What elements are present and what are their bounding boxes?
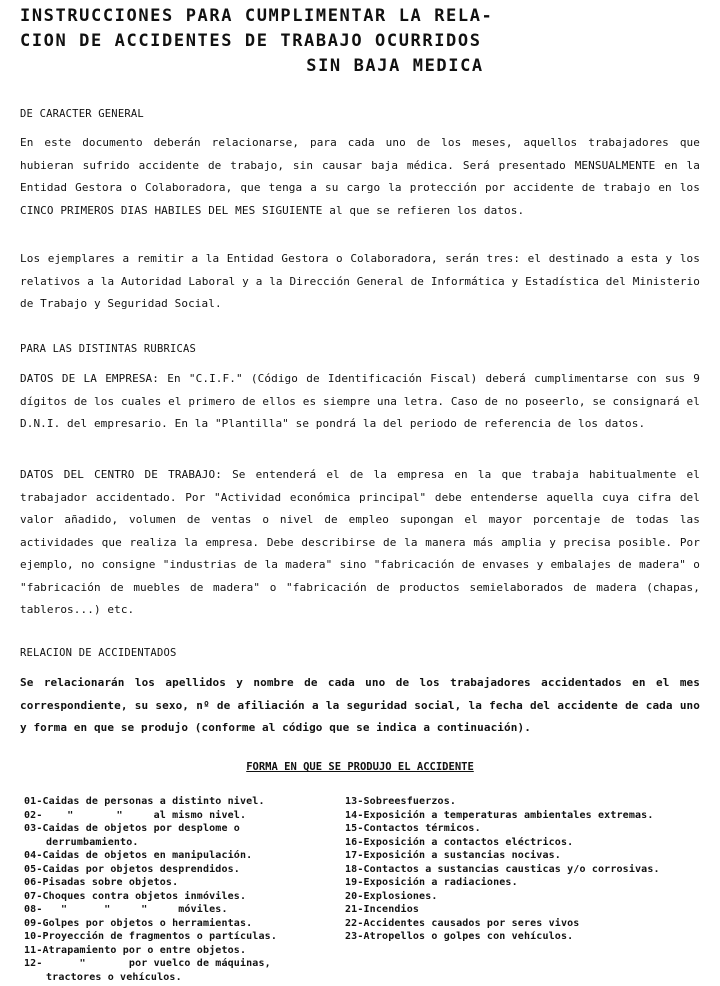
title-line-2: CION DE ACCIDENTES DE TRABAJO OCURRIDOS bbox=[20, 31, 482, 51]
list-item: 17-Exposición a sustancias nocivas. bbox=[345, 850, 561, 861]
list-item: 10-Proyección de fragmentos o partículas. bbox=[24, 931, 277, 942]
forma-title: FORMA EN QUE SE PRODUJO EL ACCIDENTE bbox=[246, 761, 474, 773]
list-item: 23-Atropellos o golpes con vehículos. bbox=[345, 931, 574, 942]
forma-codes-right bbox=[345, 795, 710, 944]
list-item: 08- " " " móviles. bbox=[24, 904, 228, 915]
list-item: 05-Caidas por objetos desprendidos. bbox=[24, 863, 240, 875]
section-heading-relacion: RELACION DE ACCIDENTADOS bbox=[20, 647, 177, 659]
centro-trabajo-paragraph: DATOS DEL CENTRO DE TRABAJO: Se entenderá el de la empresa en la que trabaja habitualmente el trabajador accidentado. Por "Actividad económica principal" debe entenderse aquella cuya cifra del valor añadido, volumen de ventas o nivel de empleo supongan el mayor porcentaje de todas las actividades que realiza la empresa. Debe describirse de la manera más amplia y precisa posible. Por ejemplo, no consigne "industrias de la madera" sino "fabricación de envases y embalajes de madera" o "fabricación de muebles de madera" o "fabricación de productos semielaborados de madera (chapas, tableros...) etc. bbox=[20, 468, 700, 616]
forma-codes-left bbox=[24, 795, 324, 984]
section-heading-rubricas: PARA LAS DISTINTAS RUBRICAS bbox=[20, 343, 197, 355]
list-item: 02- " " al mismo nivel. bbox=[24, 809, 247, 821]
list-item: 13-Sobreesfuerzos. bbox=[345, 796, 457, 807]
list-item: 06-Pisadas sobre objetos. bbox=[24, 877, 179, 888]
empresa-paragraph: DATOS DE LA EMPRESA: En "C.I.F." (Código de Identificación Fiscal) deberá cumplimentarse con sus 9 dígitos de los cuales el primero de ellos es siempre una letra. Caso de no poseerlo, se consignará el D.N.I. del empresario. En la "Plantilla" se pondrá la del periodo de referencia de los datos. bbox=[20, 372, 700, 430]
relacion-paragraph: Se relacionarán los apellidos y nombre de cada uno de los trabajadores accidentados en el mes correspondiente, su sexo, nº de afiliación a la seguridad social, la fecha del accidente de cada uno y forma en que se produjo (conforme al código que se indica a continuación). bbox=[20, 676, 700, 734]
list-item: 04-Caidas de objetos en manipulación. bbox=[24, 850, 253, 861]
section-heading-general: DE CARACTER GENERAL bbox=[20, 108, 144, 120]
list-item: 22-Accidentes causados por seres vivos bbox=[345, 917, 580, 929]
list-item: 20-Explosiones. bbox=[345, 890, 438, 902]
list-item: 03-Caidas de objetos por desplome o derrumbamiento. bbox=[24, 823, 247, 848]
title-line-1: INSTRUCCIONES PARA CUMPLIMENTAR LA RELA- bbox=[20, 6, 494, 26]
title-line-3: SIN BAJA MEDICA bbox=[306, 56, 484, 76]
list-item: 12- " por vuelco de máquinas, tractores o vehículos. bbox=[24, 958, 277, 983]
list-item: 01-Caidas de personas a distinto nivel. bbox=[24, 796, 265, 807]
list-item: 19-Exposición a radiaciones. bbox=[345, 877, 518, 888]
general-paragraph-1: En este documento deberán relacionarse, para cada uno de los meses, aquellos trabajadores que hubieran sufrido accidente de trabajo, sin causar baja médica. Será presentado MENSUALMENTE en la Entidad Gestora o Colaboradora, que tenga a su cargo la protección por accidente de trabajo en los CINCO PRIMEROS DIAS HABILES DEL MES SIGUIENTE al que se refieren los datos. bbox=[20, 136, 700, 217]
list-item: 21-Incendios bbox=[345, 904, 420, 915]
list-item: 11-Atrapamiento por o entre objetos. bbox=[24, 944, 247, 956]
list-item: 18-Contactos a sustancias causticas y/o corrosivas. bbox=[345, 863, 660, 875]
list-item: 09-Golpes por objetos o herramientas. bbox=[24, 917, 253, 929]
list-item: 16-Exposición a contactos eléctricos. bbox=[345, 836, 574, 848]
general-paragraph-2: Los ejemplares a remitir a la Entidad Gestora o Colaboradora, serán tres: el destinado a esta y los relativos a la Autoridad Laboral y a la Dirección General de Informática y Estadística del Ministerio de Trabajo y Seguridad Social. bbox=[20, 252, 700, 310]
document-title bbox=[0, 4, 720, 79]
list-item: 07-Choques contra objetos inmóviles. bbox=[24, 890, 247, 902]
list-item: 15-Contactos térmicos. bbox=[345, 823, 481, 834]
list-item: 14-Exposición a temperaturas ambientales extremas. bbox=[345, 809, 654, 821]
